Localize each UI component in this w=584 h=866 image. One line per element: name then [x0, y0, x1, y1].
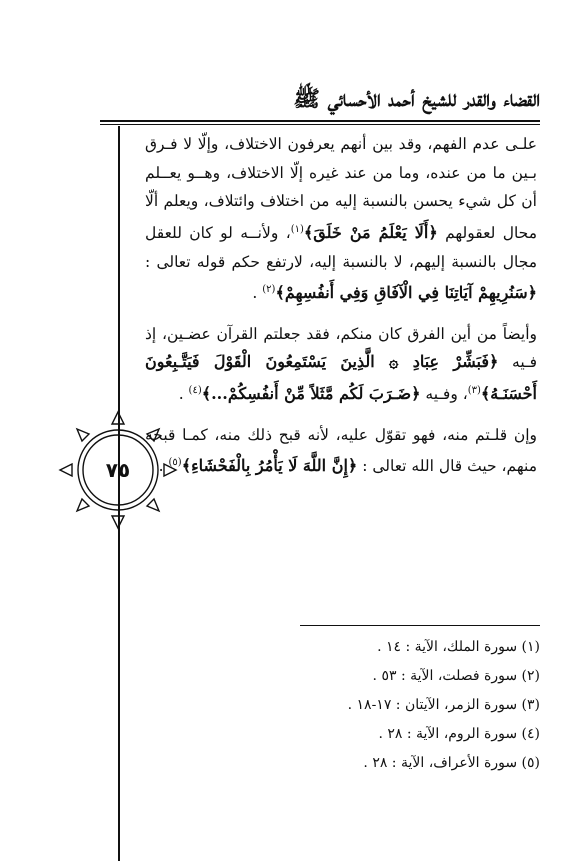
- quran-quote: ﴿سَنُرِيهِمْ آيَاتِنَا فِي الْآفَاقِ وَفِي أَنفُسِهِمْ﴾: [275, 283, 537, 303]
- footnote-5: (٥) سورة الأعراف، الآية : ٢٨ .: [363, 755, 540, 771]
- paragraph: [145, 130, 537, 308]
- paragraph: [145, 421, 537, 481]
- text-run: وإن قلـتم منه، فهو تقوّل عليه، لأنه قبح ذلك منه، كمـا قبحه منهم، حيث قال الله تعالى :: [145, 425, 537, 476]
- text-run: علـى عدم الفهم، وقد بين أنهم يعرفون الاختلاف، وإلّا لا فـرق بـين ما من عنده، وما من عند غيره إلّا الاختلاف، وهــو يعــلم أن كل شيء يحسن بالنسبة إليه من اختلاف وائتلاف، ويعلم ألّا محال لعقولهم: [145, 135, 537, 242]
- footnotes: [280, 633, 540, 778]
- quran-quote: ﴿إِنَّ اللَّهَ لَا يَأْمُرُ بِالْفَحْشَاءِ﴾: [181, 456, 358, 476]
- header-rule-thin: [100, 124, 540, 125]
- footnote-ref: (١): [290, 223, 304, 235]
- paragraph: [145, 320, 537, 409]
- text-run: ، وفـيه: [420, 385, 468, 404]
- quran-quote: ﴿أَلَا يَعْلَمُ مَنْ خَلَقَ﴾: [303, 222, 438, 242]
- text-run: وأيضاً من أين الفرق كان منكم، فقد جعلتم القرآن عضـين، إذ فـيه: [145, 324, 537, 372]
- footnote-rule: [300, 625, 540, 626]
- footnote-ref: (٤): [188, 385, 202, 397]
- footnote-2: (٢) سورة فصلت، الآية : ٥٣ .: [372, 668, 540, 684]
- running-header: القضاء والقدر للشيخ أحمد الأحسائي ﷺ: [293, 86, 540, 112]
- text-run: .: [252, 284, 263, 303]
- footnote-3: (٣) سورة الزمر، الآيتان : ١٧-١٨ .: [347, 697, 540, 713]
- text-run: .: [178, 385, 189, 404]
- footnote-4: (٤) سورة الروم، الآية : ٢٨ .: [378, 726, 540, 742]
- page-number: ٧٥: [105, 458, 131, 482]
- quran-quote: ﴿ضَـرَبَ لَكُم مَّثَلاً مِّنْ أَنفُسِكُمْ...﴾: [201, 384, 421, 404]
- footnote-ref: (٣): [467, 385, 481, 397]
- quran-quote: ﴿فَبَشِّرْ عِبَادِ ۞ الَّذِينَ يَسْتَمِعُونَ الْقَوْلَ فَيَتَّـبِعُونَ أَحْسَنَـهُ﴾: [145, 352, 537, 404]
- footnote-ref: (٥): [168, 457, 182, 469]
- footnote-1: (١) سورة الملك، الآية : ١٤ .: [377, 639, 540, 655]
- text-run: ، ولأنــه لو كان للعقل مجال بالنسبة إليهم، لا بالنسبة إليه، لارتفع حكم قوله تعالى :: [145, 223, 537, 271]
- header-rule: [100, 120, 540, 122]
- footnote-ref: (٢): [262, 284, 276, 296]
- body-text: [145, 130, 537, 493]
- text-run: .: [158, 457, 169, 476]
